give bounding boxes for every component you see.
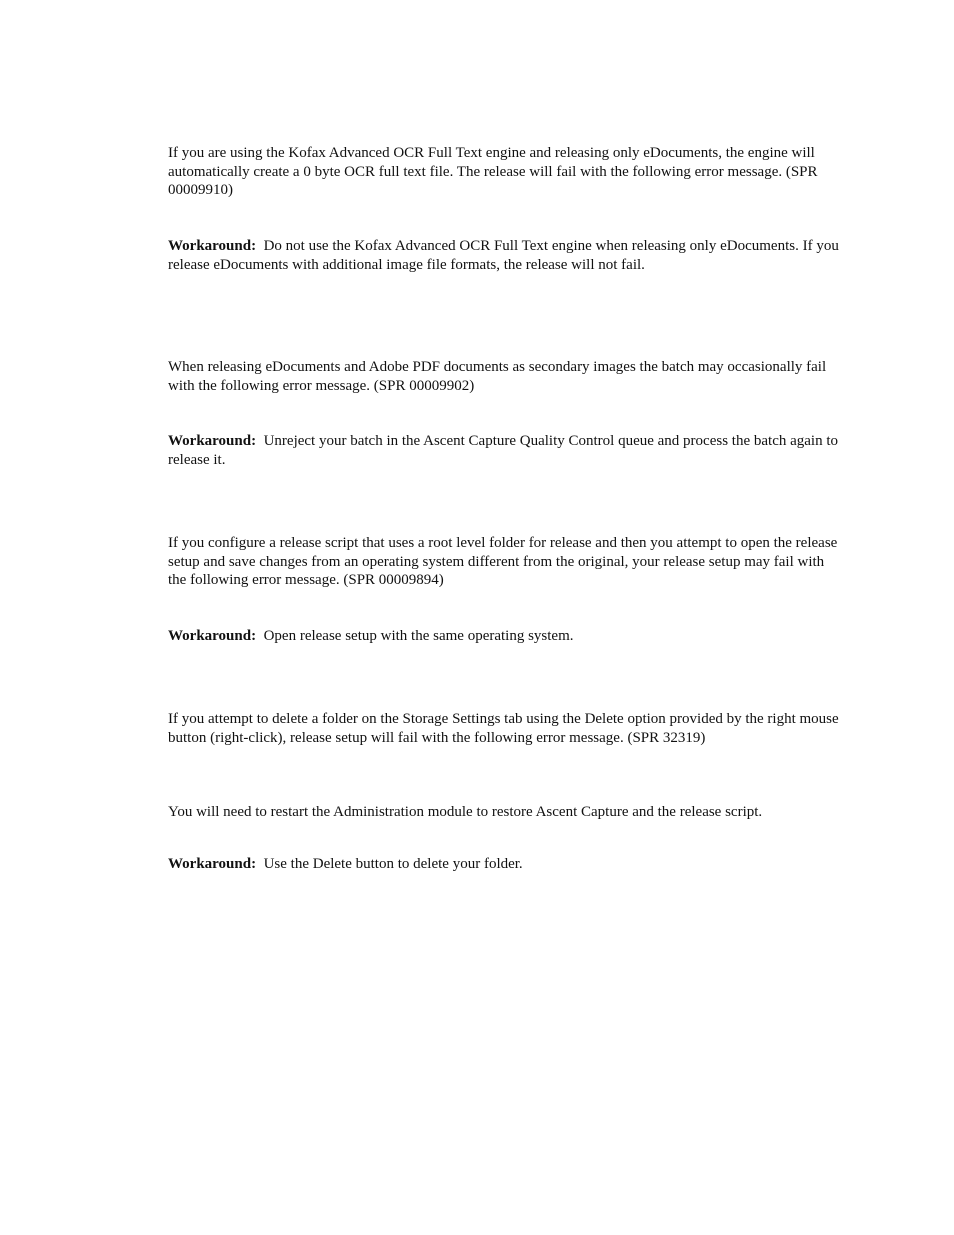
workaround-text: Unreject your batch in the Ascent Capture Quality Control queue and process the batch again to release it. [168, 433, 839, 468]
issue-1-description: If you are using the Kofax Advanced OCR Full Text engine and releasing only eDocuments, the engine will automatically create a 0 byte OCR full text file. The release will fail with the following error message. (SPR 00009910) [168, 145, 818, 199]
workaround-text: Do not use the Kofax Advanced OCR Full Text engine when releasing only eDocuments. If you release eDocuments with additional image file formats, the release will not fail. [168, 238, 839, 273]
workaround-label: Workaround: [168, 628, 257, 644]
issue-2-workaround [168, 432, 844, 469]
issue-2-description: When releasing eDocuments and Adobe PDF documents as secondary images the batch may occasionally fail with the following error message. (SPR 00009902) [168, 359, 827, 394]
workaround-label: Workaround: [168, 238, 257, 254]
issue-1-workaround [168, 237, 844, 274]
workaround-text: Open release setup with the same operating system. [263, 628, 574, 644]
workaround-text: Use the Delete button to delete your folder. [263, 856, 523, 872]
issue-4-workaround [168, 855, 844, 874]
issue-4-description: If you attempt to delete a folder on the Storage Settings tab using the Delete option provided by the right mouse button (right-click), release setup will fail with the following error message. (SPR 32319) [168, 711, 839, 746]
issue-3-workaround [168, 627, 844, 646]
workaround-label: Workaround: [168, 856, 257, 872]
issue-3-description: If you configure a release script that uses a root level folder for release and then you attempt to open the release setup and save changes from an operating system different from the original, your release setup may fail with the following error message. (SPR 00009894) [168, 535, 838, 589]
issue-4-note: You will need to restart the Administration module to restore Ascent Capture and the release script. [168, 804, 763, 820]
workaround-label: Workaround: [168, 433, 257, 449]
